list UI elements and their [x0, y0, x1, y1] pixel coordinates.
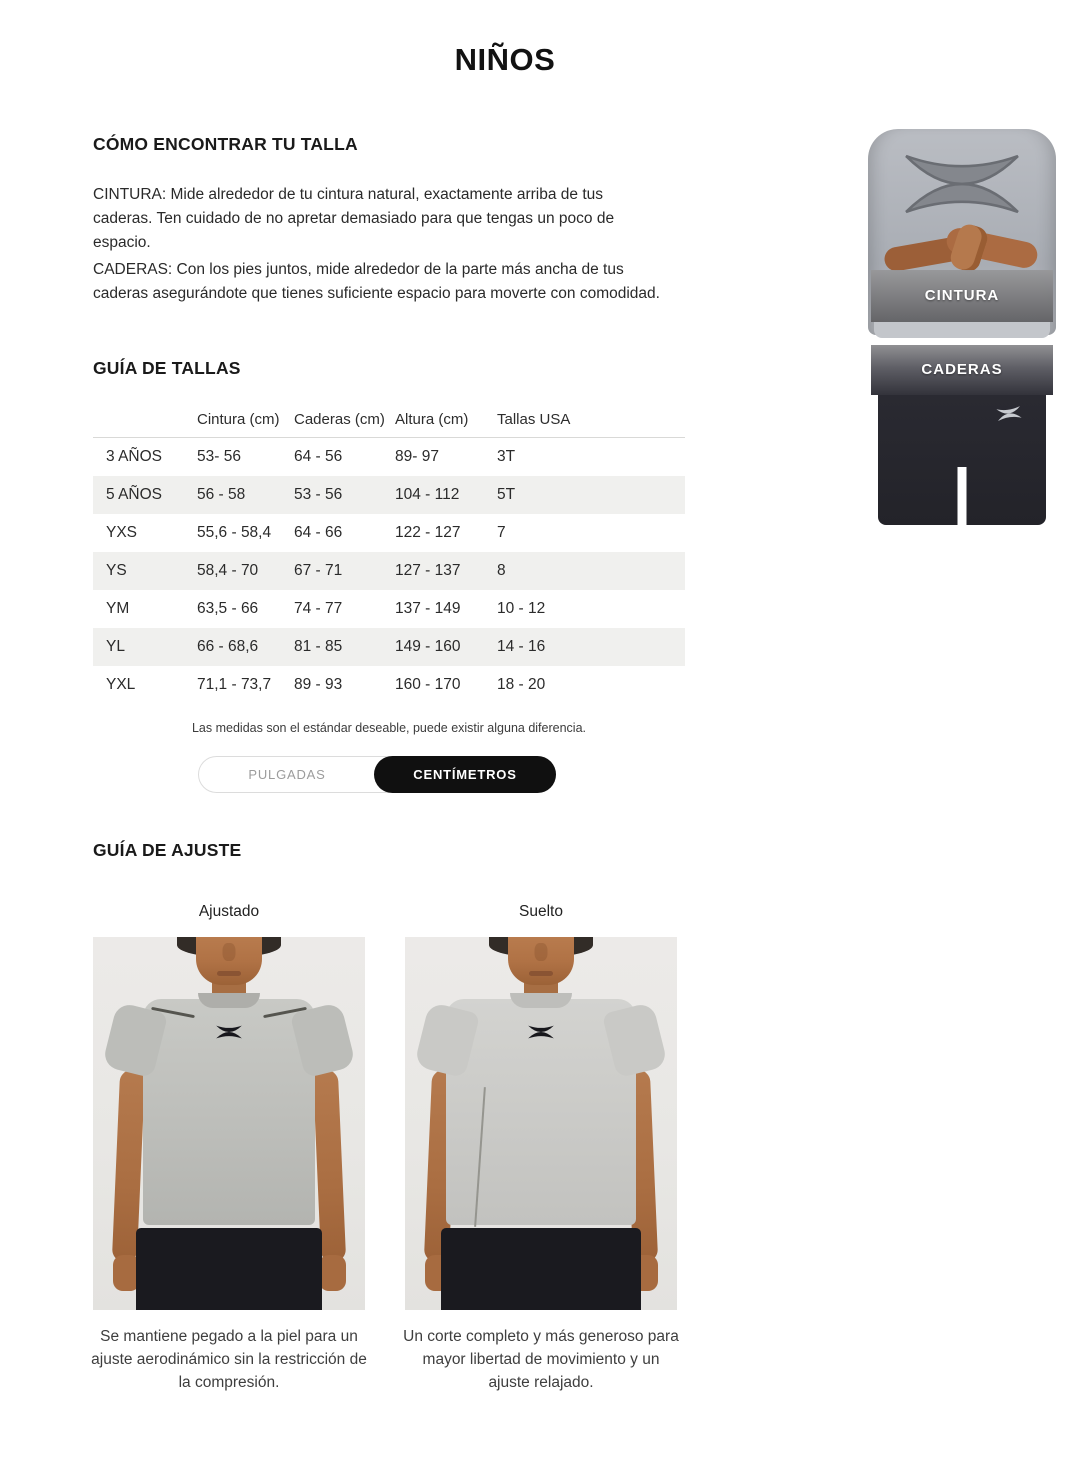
table-row — [93, 438, 685, 476]
section-heading-size-guide: GUÍA DE TALLAS — [93, 358, 241, 378]
section-heading-fit-guide: GUÍA DE AJUSTE — [93, 840, 242, 860]
cell-tallas-usa: 14 - 16 — [497, 638, 546, 655]
cell-cintura: 66 - 68,6 — [197, 638, 259, 655]
cell-altura: 127 - 137 — [395, 562, 461, 579]
column-header-tallas-usa: Tallas USA — [497, 410, 571, 428]
row-size-label: YXS — [106, 524, 138, 541]
figure-lips — [529, 971, 553, 976]
measurement-figure-image — [868, 123, 1056, 525]
figure-collar — [198, 993, 260, 1008]
figure-shorts — [136, 1228, 322, 1310]
cell-altura: 89- 97 — [395, 448, 439, 465]
centimetros-button[interactable]: CENTÍMETROS — [374, 756, 556, 793]
cell-tallas-usa: 8 — [497, 562, 506, 579]
cell-caderas: 81 - 85 — [294, 638, 343, 655]
cell-altura: 137 - 149 — [395, 600, 461, 617]
column-header-caderas: Caderas (cm) — [294, 410, 385, 428]
cell-tallas-usa: 18 - 20 — [497, 676, 546, 693]
section-heading-how-to-find: CÓMO ENCONTRAR TU TALLA — [93, 134, 358, 154]
loose-fit-photo — [405, 937, 677, 1310]
table-row — [93, 628, 685, 666]
fit-label-ajustado: Ajustado — [198, 903, 260, 920]
row-size-label: YXL — [106, 676, 136, 693]
fitted-fit-caption: Se mantiene pegado a la piel para un ajuste aerodinámico sin la restricción de la compresión. — [91, 1328, 367, 1391]
cell-caderas: 64 - 66 — [294, 524, 343, 541]
under-armour-logo-icon — [527, 1023, 555, 1041]
row-size-label: 3 AÑOS — [106, 448, 162, 465]
unit-toggle — [198, 756, 556, 793]
loose-fit-caption: Un corte completo y más generoso para mayor libertad de movimiento y un ajuste relajado. — [403, 1328, 679, 1391]
cell-cintura: 53- 56 — [197, 448, 241, 465]
waist-band-label: CINTURA — [871, 270, 1053, 322]
figure-shorts — [441, 1228, 641, 1310]
cell-cintura: 55,6 - 58,4 — [197, 524, 272, 541]
row-size-label: YM — [106, 600, 130, 617]
fitted-fit-photo — [93, 937, 365, 1310]
cell-cintura: 58,4 - 70 — [197, 562, 259, 579]
cell-altura: 122 - 127 — [395, 524, 461, 541]
cell-tallas-usa: 7 — [497, 524, 506, 541]
cell-altura: 149 - 160 — [395, 638, 461, 655]
table-row — [93, 590, 685, 628]
figure-collar — [510, 993, 572, 1008]
figure-lips — [217, 971, 241, 976]
cell-cintura: 63,5 - 66 — [197, 600, 259, 617]
under-armour-logo-icon — [995, 403, 1023, 423]
cell-caderas: 89 - 93 — [294, 676, 343, 693]
cell-caderas: 64 - 56 — [294, 448, 343, 465]
column-header-cintura: Cintura (cm) — [197, 410, 280, 428]
pulgadas-button[interactable]: PULGADAS — [248, 767, 326, 782]
table-row — [93, 552, 685, 590]
size-table-header — [93, 402, 685, 436]
row-size-label: YL — [106, 638, 125, 655]
cell-caderas: 74 - 77 — [294, 600, 343, 617]
figure-nose — [535, 943, 548, 961]
cell-altura: 104 - 112 — [395, 486, 460, 503]
page-title: NIÑOS — [454, 42, 556, 77]
cell-tallas-usa: 10 - 12 — [497, 600, 546, 617]
row-size-label: YS — [106, 562, 127, 579]
column-header-altura: Altura (cm) — [395, 410, 469, 428]
table-row — [93, 476, 685, 514]
figure-leg-gap — [958, 467, 967, 525]
under-armour-logo-icon — [215, 1023, 243, 1041]
table-row — [93, 514, 685, 552]
cell-caderas: 53 - 56 — [294, 486, 343, 503]
cell-tallas-usa: 3T — [497, 448, 516, 465]
size-table — [93, 402, 685, 704]
hips-band-label: CADERAS — [871, 345, 1053, 395]
table-row — [93, 666, 685, 704]
cell-caderas: 67 - 71 — [294, 562, 343, 579]
figure-hand — [319, 1255, 346, 1291]
table-note: Las medidas son el estándar deseable, puede existir alguna diferencia. — [191, 721, 586, 735]
row-size-label: 5 AÑOS — [106, 486, 162, 503]
hips-instructions: CADERAS: Con los pies juntos, mide alrededor de la parte más ancha de tus caderas asegurándote que tienes suficiente espacio para moverte con comodidad. — [93, 261, 660, 302]
fit-label-suelto: Suelto — [519, 903, 563, 920]
figure-sweatshirt-hem — [874, 322, 1050, 338]
figure-nose — [223, 943, 236, 961]
cell-altura: 160 - 170 — [395, 676, 461, 693]
under-armour-logo-icon — [901, 145, 1023, 223]
cell-cintura: 56 - 58 — [197, 486, 246, 503]
cell-tallas-usa: 5T — [497, 486, 516, 503]
cell-cintura: 71,1 - 73,7 — [197, 676, 272, 693]
waist-instructions: CINTURA: Mide alrededor de tu cintura natural, exactamente arriba de tus caderas. Ten cuidado de no apretar demasiado para que tengas un poco de espacio. — [93, 186, 615, 251]
